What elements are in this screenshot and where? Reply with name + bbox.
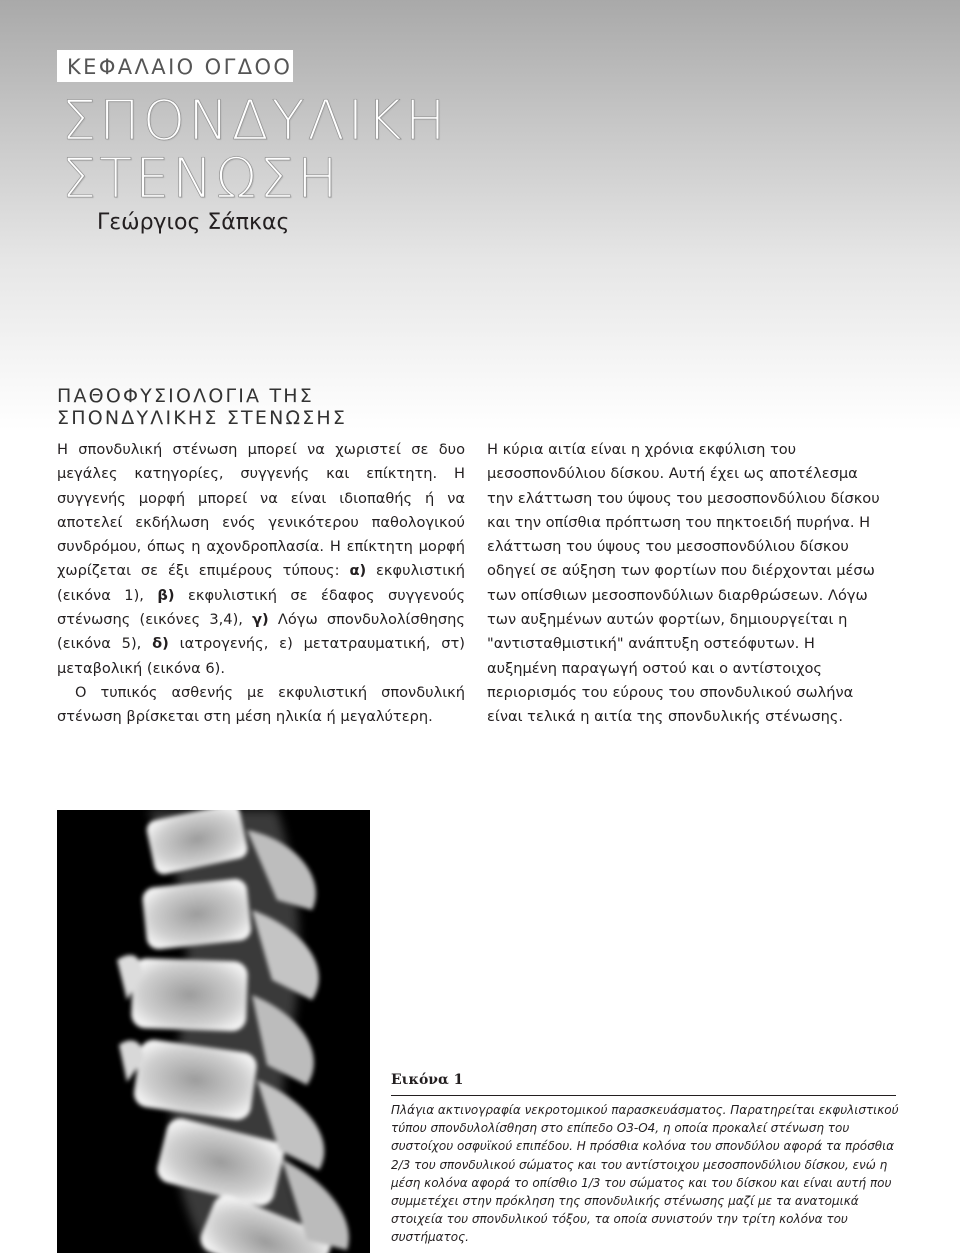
chapter-tag (57, 50, 293, 82)
chapter-title-line-1: ΣΠΟΝΔΥΛΙΚΗ (62, 89, 449, 152)
chapter-title (62, 89, 449, 210)
text-run: Λόγω σπονδυλολίσθησης (εικόνα 5), (57, 611, 465, 653)
list-marker-gamma: γ) (252, 611, 269, 629)
left-paragraph-1 (57, 438, 465, 681)
section-heading (57, 385, 347, 429)
figure-divider (391, 1095, 896, 1096)
section-heading-line-1: ΠΑΘΟΦΥΣΙΟΛΟΓΙΑ ΤΗΣ (57, 385, 314, 407)
left-paragraph-2: Ο τυπικός ασθενής με εκφυλιστική σπονδυλική στένωση βρίσκεται στη μέση ηλικία ή μεγαλύτερη. (57, 683, 465, 726)
right-text-column (487, 438, 887, 730)
xray-spine-illustration (57, 810, 370, 1253)
figure-caption: Πλάγια ακτινογραφία νεκροτομικού παρασκευάσματος. Παρατηρείται εκφυλιστικού τύπου σπονδυλολίσθηση στο επίπεδο Ο3-Ο4, η οποία προκαλεί στένωση του συστοίχου οσφυϊκού επιπέδου. Η πρόσθια κολόνα του σπονδύλου αφορά τα πρόσθια 2/3 του σπονδυλικού σώματος και του αντίστοιχου μεσοσπονδύλιου δίσκου, ενώ η μέση κολόνα αφορά το οπίσθιο 1/3 του σώματος και του δίσκου και είναι αυτή που συμμετέχει στην πρόκληση της σπονδυλικής στένωσης μαζί με τα ανατομικά στοιχεία του σπονδυλικού τόξου, τα οποία συνιστούν την τρίτη κολόνα του συστήματος. (391, 1103, 899, 1245)
left-text-column (57, 438, 465, 730)
right-paragraph-1: Η κύρια αιτία είναι η χρόνια εκφύλιση του μεσοσπονδύλιου δίσκου. Αυτή έχει ως αποτέλεσμα την ελάττωση του ύψους του μεσοσπονδύλιου δίσκου και την οπίσθια πρόπτωση του πηκτοειδή πυρήνα. Η ελάττωση του ύψους του μεσοσπονδύλιου δίσκου οδηγεί σε αύξηση των φορτίων που διέρχονται μέσω των οπίσθιων μεσοσπονδύλιων διαρθρώσεων. Λόγω των αυξημένων αυτών φορτίων, δημιουργείται η "αντισταθμιστική" ανάπτυξη οστεόφυτων. Η αυξημένη παραγωγή οστού και ο αντίστοιχος περιορισμός του εύρους του σπονδυλικού σωλήνα είναι τελικά η αιτία της σπονδυλικής στένωσης. (487, 441, 880, 726)
text-run: Η σπονδυλική στένωση μπορεί να χωριστεί σε δυο μεγάλες κατηγορίες, συγγενής και επίκτητη. Η συγγενής μορφή μπορεί να είναι ιδιοπαθής ή να αποτελεί εκδήλωση ενός γενικότερου παθολογικού συνδρόμου, όπως η αχονδροπλασία. Η επίκτητη μορφή χωρίζεται σε έξι επιμέρους τύπους: (57, 441, 465, 580)
text-run: εκφυλιστική (εικόνα 1), (57, 562, 465, 604)
list-marker-alpha: α) (349, 562, 367, 580)
chapter-title-line-2: ΣΤΕΝΩΣΗ (62, 147, 341, 210)
figure-label: Εικόνα 1 (391, 1072, 464, 1088)
text-run: ιατρογενής, ε) μετατραυματική, στ) μεταβολική (εικόνα 6). (57, 635, 465, 677)
list-marker-delta: δ) (152, 635, 169, 653)
chapter-label: ΚΕΦΑΛΑΙΟ ΟΓΔΟΟ (67, 55, 293, 79)
author-name: Γεώργιος Σάπκας (97, 210, 290, 235)
list-marker-beta: β) (157, 586, 175, 604)
section-heading-line-2: ΣΠΟΝΔΥΛΙΚΗΣ ΣΤΕΝΩΣΗΣ (57, 407, 348, 429)
text-run: εκφυλιστική σε έδαφος συγγενούς στένωσης (εικόνες 3,4), (57, 586, 466, 629)
xray-image (57, 810, 370, 1253)
